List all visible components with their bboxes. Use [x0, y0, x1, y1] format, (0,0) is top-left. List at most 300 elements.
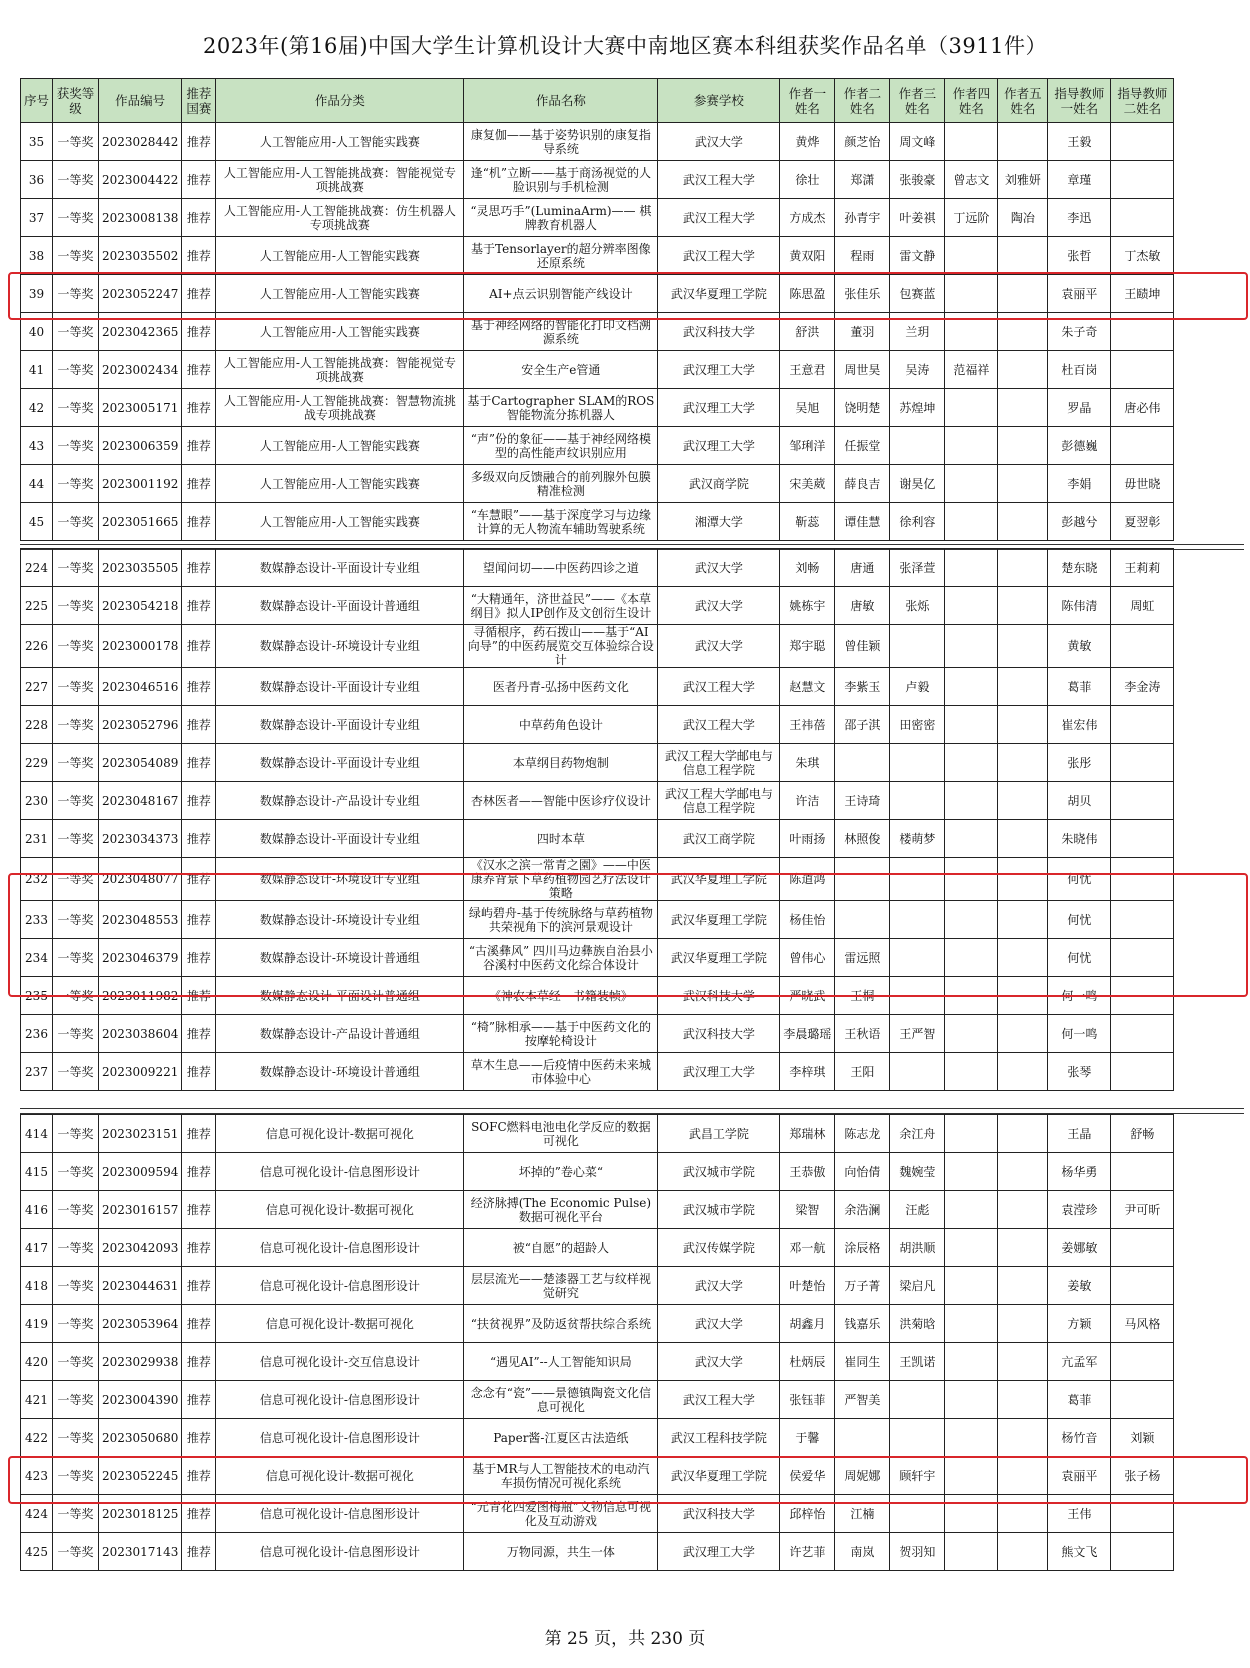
- table-cell: [998, 668, 1048, 706]
- table-cell: 一等奖: [53, 668, 99, 706]
- table-row: [21, 625, 1174, 668]
- table-cell: 414: [21, 1115, 53, 1153]
- table-cell: 41: [21, 351, 53, 389]
- table-cell: [998, 939, 1048, 977]
- table-cell: 魏婉莹: [890, 1153, 945, 1191]
- table-cell: 舒畅: [1111, 1115, 1174, 1153]
- table-cell: 415: [21, 1153, 53, 1191]
- table-cell: 一等奖: [53, 503, 99, 541]
- table-cell: [835, 1419, 890, 1457]
- table-cell: [998, 549, 1048, 587]
- table-cell: 周妮娜: [835, 1457, 890, 1495]
- table-cell: 2023017143: [99, 1533, 182, 1571]
- table-cell: 228: [21, 706, 53, 744]
- table-cell: 湘潭大学: [658, 503, 780, 541]
- table-cell: 南岚: [835, 1533, 890, 1571]
- table-cell: [890, 858, 945, 901]
- table-cell: 数媒静态设计-环境设计专业组: [216, 625, 464, 668]
- table-cell: [1111, 1495, 1174, 1533]
- table-cell: 梁启凡: [890, 1267, 945, 1305]
- table-cell: 推荐: [182, 858, 216, 901]
- table-cell: 武汉华夏理工学院: [658, 858, 780, 901]
- table-cell: [998, 1495, 1048, 1533]
- table-cell: [998, 237, 1048, 275]
- table-cell: 武汉理工大学: [658, 1533, 780, 1571]
- table-cell: 2023002434: [99, 351, 182, 389]
- table-cell: 数媒静态设计-平面设计专业组: [216, 706, 464, 744]
- table-cell: 一等奖: [53, 901, 99, 939]
- table-cell: 数媒静态设计-平面设计专业组: [216, 744, 464, 782]
- table-cell: [1111, 858, 1174, 901]
- column-header: 作品分类: [216, 79, 464, 123]
- table-cell: 熊文飞: [1048, 1533, 1111, 1571]
- table-row: [21, 977, 1174, 1015]
- column-header: 参赛学校: [658, 79, 780, 123]
- table-cell: [1111, 1343, 1174, 1381]
- table-cell: 423: [21, 1457, 53, 1495]
- table-cell: 236: [21, 1015, 53, 1053]
- table-cell: 推荐: [182, 1381, 216, 1419]
- table-cell: 2023000178: [99, 625, 182, 668]
- table-cell: 邱梓怡: [780, 1495, 835, 1533]
- table-cell: 刘雅妍: [998, 161, 1048, 199]
- table-cell: [1111, 901, 1174, 939]
- table-cell: 武汉华夏理工学院: [658, 275, 780, 313]
- table-cell: 经济脉搏(The Economic Pulse) 数据可视化平台: [464, 1191, 658, 1229]
- table-cell: 王晶: [1048, 1115, 1111, 1153]
- table-cell: [945, 1153, 998, 1191]
- table-cell: [945, 1381, 998, 1419]
- table-cell: 2023008138: [99, 199, 182, 237]
- table-cell: [1111, 1229, 1174, 1267]
- table-cell: 数媒静态设计-环境设计普通组: [216, 939, 464, 977]
- table-cell: [998, 1191, 1048, 1229]
- table-row: [21, 1191, 1174, 1229]
- table-row: [21, 1267, 1174, 1305]
- table-cell: AI+点云识别智能产线设计: [464, 275, 658, 313]
- table-cell: [835, 858, 890, 901]
- column-header: 指导教师二姓名: [1111, 79, 1174, 123]
- table-cell: [890, 782, 945, 820]
- table-cell: [1111, 1053, 1174, 1091]
- table-cell: 曾伟心: [780, 939, 835, 977]
- table-cell: 姜敏: [1048, 1267, 1111, 1305]
- table-cell: 张子杨: [1111, 1457, 1174, 1495]
- table-cell: 王阳: [835, 1053, 890, 1091]
- table-cell: 唐敏: [835, 587, 890, 625]
- table-cell: 武汉大学: [658, 1267, 780, 1305]
- table-cell: 何一鸣: [1048, 1015, 1111, 1053]
- table-cell: 李金涛: [1111, 668, 1174, 706]
- table-cell: 武汉大学: [658, 587, 780, 625]
- table-row: [21, 744, 1174, 782]
- table-cell: 王恭傲: [780, 1153, 835, 1191]
- table-cell: [945, 549, 998, 587]
- table-cell: 杨竹音: [1048, 1419, 1111, 1457]
- table-cell: 罗晶: [1048, 389, 1111, 427]
- table-cell: [945, 1495, 998, 1533]
- table-cell: 一等奖: [53, 1533, 99, 1571]
- table-cell: 数媒静态设计-产品设计普通组: [216, 1015, 464, 1053]
- table-cell: [945, 503, 998, 541]
- column-header: 获奖等级: [53, 79, 99, 123]
- table-cell: [998, 625, 1048, 668]
- table-cell: 推荐: [182, 1419, 216, 1457]
- table-cell: 于馨: [780, 1419, 835, 1457]
- table-cell: [945, 706, 998, 744]
- table-cell: 赵慧文: [780, 668, 835, 706]
- table-cell: 一等奖: [53, 1053, 99, 1091]
- table-cell: “灵思巧手”(LuminaArm)—— 棋牌教育机器人: [464, 199, 658, 237]
- table-cell: 武汉工程大学: [658, 237, 780, 275]
- table-cell: 2023005171: [99, 389, 182, 427]
- table-cell: 饶明楚: [835, 389, 890, 427]
- table-cell: 推荐: [182, 820, 216, 858]
- table-cell: 武汉城市学院: [658, 1153, 780, 1191]
- table-cell: [1111, 1267, 1174, 1305]
- table-cell: 一等奖: [53, 1153, 99, 1191]
- table-cell: [945, 1015, 998, 1053]
- table-cell: [945, 237, 998, 275]
- table-cell: 推荐: [182, 1153, 216, 1191]
- column-header: 作者一姓名: [780, 79, 835, 123]
- table-cell: [1111, 744, 1174, 782]
- table-cell: 推荐: [182, 549, 216, 587]
- table-cell: 一等奖: [53, 313, 99, 351]
- table-cell: 武汉理工大学: [658, 1053, 780, 1091]
- table-cell: [998, 389, 1048, 427]
- table-cell: 2023042093: [99, 1229, 182, 1267]
- table-cell: 一等奖: [53, 1191, 99, 1229]
- table-cell: 武汉工程大学: [658, 199, 780, 237]
- table-cell: 杏林医者——智能中医诊疗仪设计: [464, 782, 658, 820]
- table-cell: 武汉大学: [658, 123, 780, 161]
- table-cell: 2023046379: [99, 939, 182, 977]
- table-cell: [1111, 782, 1174, 820]
- table-cell: 武汉工程大学邮电与信息工程学院: [658, 782, 780, 820]
- table-cell: [998, 1305, 1048, 1343]
- document-title: 2023年(第16届)中国大学生计算机设计大赛中南地区赛本科组获奖作品名单（3911件）: [203, 34, 1047, 58]
- table-cell: 夏翌彰: [1111, 503, 1174, 541]
- column-header: 推荐国赛: [182, 79, 216, 123]
- table-cell: 武汉大学: [658, 1343, 780, 1381]
- table-cell: [890, 744, 945, 782]
- table-cell: [945, 389, 998, 427]
- table-cell: [998, 782, 1048, 820]
- table-cell: 推荐: [182, 1015, 216, 1053]
- table-cell: 侯爱华: [780, 1457, 835, 1495]
- table-cell: 卢毅: [890, 668, 945, 706]
- table-cell: 推荐: [182, 427, 216, 465]
- table-cell: 2023051665: [99, 503, 182, 541]
- table-cell: [998, 706, 1048, 744]
- table-cell: [998, 1229, 1048, 1267]
- table-cell: 靳蕊: [780, 503, 835, 541]
- column-header: 作品名称: [464, 79, 658, 123]
- table-cell: 42: [21, 389, 53, 427]
- table-cell: [998, 1381, 1048, 1419]
- table-cell: [890, 625, 945, 668]
- table-cell: 推荐: [182, 199, 216, 237]
- table-cell: 郑潇: [835, 161, 890, 199]
- table-cell: [945, 901, 998, 939]
- table-cell: 曾志文: [945, 161, 998, 199]
- table-cell: 陈伟清: [1048, 587, 1111, 625]
- table-cell: 许洁: [780, 782, 835, 820]
- table-cell: 王莉莉: [1111, 549, 1174, 587]
- table-cell: 刘颖: [1111, 1419, 1174, 1457]
- table-cell: 万物同源，共生一体: [464, 1533, 658, 1571]
- table-cell: [998, 901, 1048, 939]
- table-cell: 39: [21, 275, 53, 313]
- table-cell: 35: [21, 123, 53, 161]
- table-cell: 2023029938: [99, 1343, 182, 1381]
- table-cell: 421: [21, 1381, 53, 1419]
- table-row: [21, 1533, 1174, 1571]
- table-cell: 黄双阳: [780, 237, 835, 275]
- table-cell: [998, 1419, 1048, 1457]
- table-cell: 叶雨扬: [780, 820, 835, 858]
- table-cell: 424: [21, 1495, 53, 1533]
- table-cell: 郑瑞林: [780, 1115, 835, 1153]
- table-cell: 2023052247: [99, 275, 182, 313]
- table-cell: 一等奖: [53, 1229, 99, 1267]
- table-cell: 涂辰格: [835, 1229, 890, 1267]
- table-cell: 吴旭: [780, 389, 835, 427]
- table-cell: [998, 977, 1048, 1015]
- table-cell: 推荐: [182, 1191, 216, 1229]
- table-cell: 谢昊亿: [890, 465, 945, 503]
- table-cell: 王严智: [890, 1015, 945, 1053]
- table-cell: 念念有“瓷”——景德镇陶瓷文化信息可视化: [464, 1381, 658, 1419]
- table-cell: 张哲: [1048, 237, 1111, 275]
- table-cell: 王伟: [1048, 1495, 1111, 1533]
- table-cell: 包赛蓝: [890, 275, 945, 313]
- table-cell: [945, 465, 998, 503]
- table-cell: 推荐: [182, 1053, 216, 1091]
- table-cell: 人工智能应用-人工智能挑战赛：智能视觉专项挑战赛: [216, 351, 464, 389]
- table-cell: “元青花四爱图梅瓶”文物信息可视化及互动游戏: [464, 1495, 658, 1533]
- table-cell: [945, 744, 998, 782]
- table-cell: SOFC燃料电池电化学反应的数据可视化: [464, 1115, 658, 1153]
- table-cell: 2023050680: [99, 1419, 182, 1457]
- table-cell: 一等奖: [53, 782, 99, 820]
- table-cell: “椅”脉相承——基于中医药文化的按摩轮椅设计: [464, 1015, 658, 1053]
- table-cell: 一等奖: [53, 858, 99, 901]
- table-cell: [1111, 1153, 1174, 1191]
- table-cell: 2023042365: [99, 313, 182, 351]
- table-cell: 234: [21, 939, 53, 977]
- table-cell: 推荐: [182, 1267, 216, 1305]
- table-cell: 雷远照: [835, 939, 890, 977]
- table-cell: 2023004390: [99, 1381, 182, 1419]
- table-cell: [998, 351, 1048, 389]
- table-cell: 一等奖: [53, 1495, 99, 1533]
- table-cell: 陈道鸿: [780, 858, 835, 901]
- table-cell: [835, 744, 890, 782]
- table-cell: 一等奖: [53, 275, 99, 313]
- table-cell: 推荐: [182, 1533, 216, 1571]
- table-cell: 徐利容: [890, 503, 945, 541]
- table-cell: [998, 587, 1048, 625]
- awards-table-block-2: [20, 548, 1174, 1091]
- table-row: [21, 123, 1174, 161]
- table-cell: [945, 1533, 998, 1571]
- table-cell: 武汉工程大学: [658, 668, 780, 706]
- table-cell: 安全生产e管通: [464, 351, 658, 389]
- table-cell: [1111, 427, 1174, 465]
- table-cell: 邓一航: [780, 1229, 835, 1267]
- table-cell: 推荐: [182, 1495, 216, 1533]
- table-row: [21, 1305, 1174, 1343]
- table-cell: [998, 1153, 1048, 1191]
- table-cell: [835, 901, 890, 939]
- table-row: [21, 1419, 1174, 1457]
- table-cell: 基于MR与人工智能技术的电动汽车损伤情况可视化系统: [464, 1457, 658, 1495]
- table-cell: 武汉科技大学: [658, 1015, 780, 1053]
- table-cell: 224: [21, 549, 53, 587]
- table-cell: 谭佳慧: [835, 503, 890, 541]
- table-cell: 2023046516: [99, 668, 182, 706]
- table-cell: [945, 1343, 998, 1381]
- table-cell: 李梓琪: [780, 1053, 835, 1091]
- table-cell: [945, 1053, 998, 1091]
- table-cell: 章瑾: [1048, 161, 1111, 199]
- table-cell: [945, 1419, 998, 1457]
- table-cell: 推荐: [182, 1305, 216, 1343]
- table-cell: 严智美: [835, 1381, 890, 1419]
- table-row: [21, 1053, 1174, 1091]
- table-row: [21, 1115, 1174, 1153]
- table-cell: 推荐: [182, 351, 216, 389]
- table-row: [21, 858, 1174, 901]
- table-cell: 信息可视化设计-信息图形设计: [216, 1381, 464, 1419]
- table-cell: 推荐: [182, 465, 216, 503]
- table-cell: [998, 1115, 1048, 1153]
- table-cell: 419: [21, 1305, 53, 1343]
- table-cell: 武汉理工大学: [658, 427, 780, 465]
- table-cell: 2023009594: [99, 1153, 182, 1191]
- table-cell: 洪菊晗: [890, 1305, 945, 1343]
- table-cell: 叶楚怡: [780, 1267, 835, 1305]
- table-cell: 一等奖: [53, 427, 99, 465]
- table-cell: 杜炳辰: [780, 1343, 835, 1381]
- table-cell: 人工智能应用-人工智能实践赛: [216, 123, 464, 161]
- table-cell: 孙青宇: [835, 199, 890, 237]
- page-footer: 第 25 页，共 230 页: [544, 1629, 706, 1649]
- table-cell: 梁智: [780, 1191, 835, 1229]
- table-row: [21, 1015, 1174, 1053]
- table-cell: 44: [21, 465, 53, 503]
- table-cell: 胡洪顺: [890, 1229, 945, 1267]
- table-cell: 推荐: [182, 161, 216, 199]
- table-cell: 彭越兮: [1048, 503, 1111, 541]
- table-cell: [945, 1115, 998, 1153]
- table-cell: [1111, 199, 1174, 237]
- column-header: 指导教师一姓名: [1048, 79, 1111, 123]
- table-cell: 苏煌坤: [890, 389, 945, 427]
- table-cell: 贺羽知: [890, 1533, 945, 1571]
- table-cell: 中草药角色设计: [464, 706, 658, 744]
- table-cell: 231: [21, 820, 53, 858]
- table-cell: 吴涛: [890, 351, 945, 389]
- column-header: 作者三姓名: [890, 79, 945, 123]
- table-cell: 张泽萱: [890, 549, 945, 587]
- table-cell: 王诗琦: [835, 782, 890, 820]
- table-cell: [998, 123, 1048, 161]
- table-cell: 逢“机”立断——基于商汤视觉的人脸识别与手机检测: [464, 161, 658, 199]
- table-cell: 一等奖: [53, 549, 99, 587]
- table-cell: 朱琪: [780, 744, 835, 782]
- table-cell: 方成杰: [780, 199, 835, 237]
- table-cell: 范福祥: [945, 351, 998, 389]
- table-cell: 楼萌梦: [890, 820, 945, 858]
- table-cell: 2023035505: [99, 549, 182, 587]
- table-cell: 医者丹青-弘扬中医药文化: [464, 668, 658, 706]
- table-cell: 信息可视化设计-数据可视化: [216, 1191, 464, 1229]
- table-cell: [1111, 706, 1174, 744]
- table-cell: 唐通: [835, 549, 890, 587]
- table-cell: [945, 1305, 998, 1343]
- table-cell: 推荐: [182, 901, 216, 939]
- table-cell: 陈思盈: [780, 275, 835, 313]
- table-cell: 数媒静态设计-环境设计普通组: [216, 1053, 464, 1091]
- table-cell: 232: [21, 858, 53, 901]
- table-cell: 马风格: [1111, 1305, 1174, 1343]
- table-row: [21, 1229, 1174, 1267]
- table-cell: 一等奖: [53, 123, 99, 161]
- table-cell: 一等奖: [53, 237, 99, 275]
- table-cell: 2023054218: [99, 587, 182, 625]
- table-cell: 信息可视化设计-数据可视化: [216, 1115, 464, 1153]
- table-row: [21, 706, 1174, 744]
- table-cell: 2023001192: [99, 465, 182, 503]
- table-cell: 推荐: [182, 1115, 216, 1153]
- table-cell: 何忧: [1048, 858, 1111, 901]
- table-cell: 人工智能应用-人工智能实践赛: [216, 237, 464, 275]
- table-cell: 武汉大学: [658, 625, 780, 668]
- table-cell: 田密密: [890, 706, 945, 744]
- table-cell: 420: [21, 1343, 53, 1381]
- table-cell: 张钰菲: [780, 1381, 835, 1419]
- table-cell: 武汉工程大学: [658, 1381, 780, 1419]
- table-cell: 36: [21, 161, 53, 199]
- table-cell: [1111, 1015, 1174, 1053]
- table-cell: Paper酱-江夏区古法造纸: [464, 1419, 658, 1457]
- table-cell: 邵子淇: [835, 706, 890, 744]
- table-row: [21, 587, 1174, 625]
- table-row: [21, 351, 1174, 389]
- table-cell: 李紫玉: [835, 668, 890, 706]
- table-cell: 推荐: [182, 668, 216, 706]
- table-cell: 亢孟军: [1048, 1343, 1111, 1381]
- table-cell: 王意君: [780, 351, 835, 389]
- table-row: [21, 237, 1174, 275]
- table-cell: 舒洪: [780, 313, 835, 351]
- table-cell: 一等奖: [53, 465, 99, 503]
- table-cell: [998, 275, 1048, 313]
- table-cell: 王凯诺: [890, 1343, 945, 1381]
- table-cell: [945, 427, 998, 465]
- table-cell: 王桐: [835, 977, 890, 1015]
- table-cell: 绿屿碧舟-基于传统脉络与草药植物共荣视角下的滨河景观设计: [464, 901, 658, 939]
- table-cell: 丁远阶: [945, 199, 998, 237]
- table-cell: 推荐: [182, 1457, 216, 1495]
- table-cell: 武汉科技大学: [658, 313, 780, 351]
- table-row: [21, 1153, 1174, 1191]
- table-cell: 钱嘉乐: [835, 1305, 890, 1343]
- table-cell: 姚栋宇: [780, 587, 835, 625]
